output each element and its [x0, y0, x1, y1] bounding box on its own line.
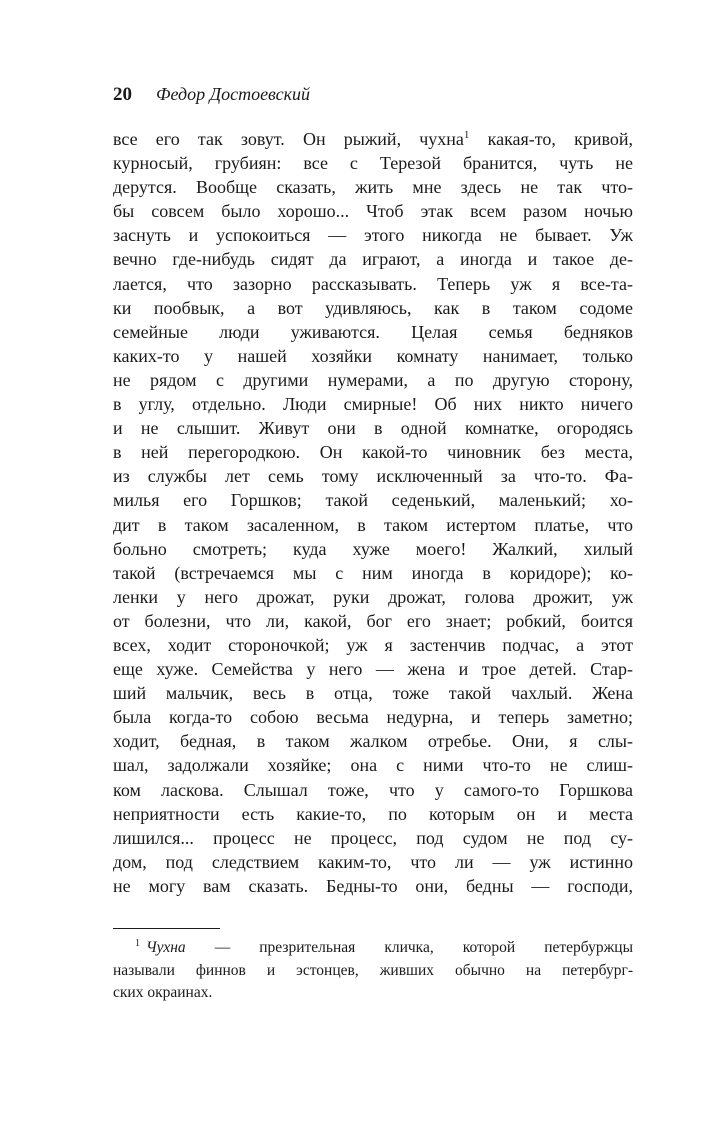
text-line-23: еще хуже. Семейства у него — жена и трое детей. Стар-	[113, 659, 633, 680]
page-number: 20	[113, 84, 132, 105]
footnote-divider	[113, 928, 220, 929]
text-line-18: больно смотреть; куда хуже моего! Жалкий, хилый	[113, 538, 633, 559]
text-line-28: ком ласкова. Слышал тоже, что у самого-то Горшкова	[113, 779, 633, 800]
text-line-17: дит в таком засаленном, в таком истертом платье, что	[113, 514, 633, 535]
text-line-11: не рядом с другими нумерами, а по другую сторону,	[113, 369, 633, 390]
text-line-16: милья его Горшков; такой седенький, маленький; хо-	[113, 490, 633, 511]
footnote-reference[interactable]: 1	[463, 129, 470, 141]
text-line-2: курносый, грубиян: все с Терезой бранится, чуть не	[113, 153, 633, 174]
text-line-12: в углу, отдельно. Люди смирные! Об них никто ничего	[113, 394, 633, 415]
text-line-7: лается, что зазорно рассказывать. Теперь уж я все-та-	[113, 273, 633, 294]
footnote-marker: 1	[135, 937, 140, 949]
text-line-29: неприятности есть какие-то, по которым он и места	[113, 803, 633, 824]
text-line-1-start: все его так зовут. Он рыжий, чухна	[113, 129, 464, 149]
text-line-25: была когда-то собою весьма недурна, и теперь заметно;	[113, 707, 633, 728]
text-line-24: ший мальчик, весь в отца, тоже такой чахлый. Жена	[113, 683, 633, 704]
footnote-definition: — презрительная кличка, которой петербуржцы	[185, 939, 633, 956]
text-line-6: вечно где-нибудь сидят да играют, а иногда и такое де-	[113, 249, 633, 270]
footnote-line-3: ских окраинах.	[113, 984, 213, 1001]
text-line-13: и не слышит. Живут они в одной комнатке, огородясь	[113, 418, 633, 439]
text-line-30: лишился... процесс не процесс, под судом не под су-	[113, 827, 633, 848]
footnote-line-1	[113, 937, 633, 960]
text-line-27: шал, задолжали хозяйке; она с ними что-то не слиш-	[113, 755, 633, 776]
text-line-21: от болезни, что ли, какой, бог его знает; робкий, боится	[113, 610, 633, 631]
text-line-22: всех, ходит стороночкой; уж я застенчив подчас, а этот	[113, 634, 633, 655]
text-line-8: ки пообвык, а вот удивляюсь, как в таком содоме	[113, 297, 633, 318]
text-line-10: каких-то у нашей хозяйки комнату нанимает, только	[113, 345, 633, 366]
text-line-31: дом, под следствием каким-то, что ли — уж истинно	[113, 851, 633, 872]
text-line-26: ходит, бедная, в таком жалком отребье. Они, я слы-	[113, 731, 633, 752]
running-head	[113, 84, 633, 110]
body-text	[113, 127, 633, 898]
text-line-15: из службы лет семь тому исключенный за что-то. Фа-	[113, 466, 633, 487]
text-line-1-end: какая-то, кривой,	[469, 129, 633, 149]
text-line-19: такой (встречаемся мы с ним иногда в коридоре); ко-	[113, 562, 633, 583]
text-line-9: семейные люди уживаются. Целая семья бедняков	[113, 321, 633, 342]
text-line-32: не могу вам сказать. Бедны-то они, бедны — господи,	[113, 875, 633, 896]
text-line-20: ленки у него дрожат, руки дрожат, голова дрожит, уж	[113, 586, 633, 607]
text-line-5: заснуть и успокоиться — этого никогда не бывает. Уж	[113, 225, 633, 246]
footnote	[113, 937, 633, 1005]
text-line-3: дерутся. Вообще сказать, жить мне здесь не так что-	[113, 177, 633, 198]
running-title: Федор Достоевский	[156, 84, 311, 104]
footnote-term: Чухна	[146, 939, 186, 956]
text-line-4: бы совсем было хорошо... Чтоб этак всем разом ночью	[113, 201, 633, 222]
text-line-14: в ней перегородкою. Он какой-то чиновник без места,	[113, 442, 633, 463]
footnote-line-2: называли финнов и эстонцев, живших обычно на петербург-	[113, 961, 633, 979]
text-line-1	[113, 127, 633, 151]
